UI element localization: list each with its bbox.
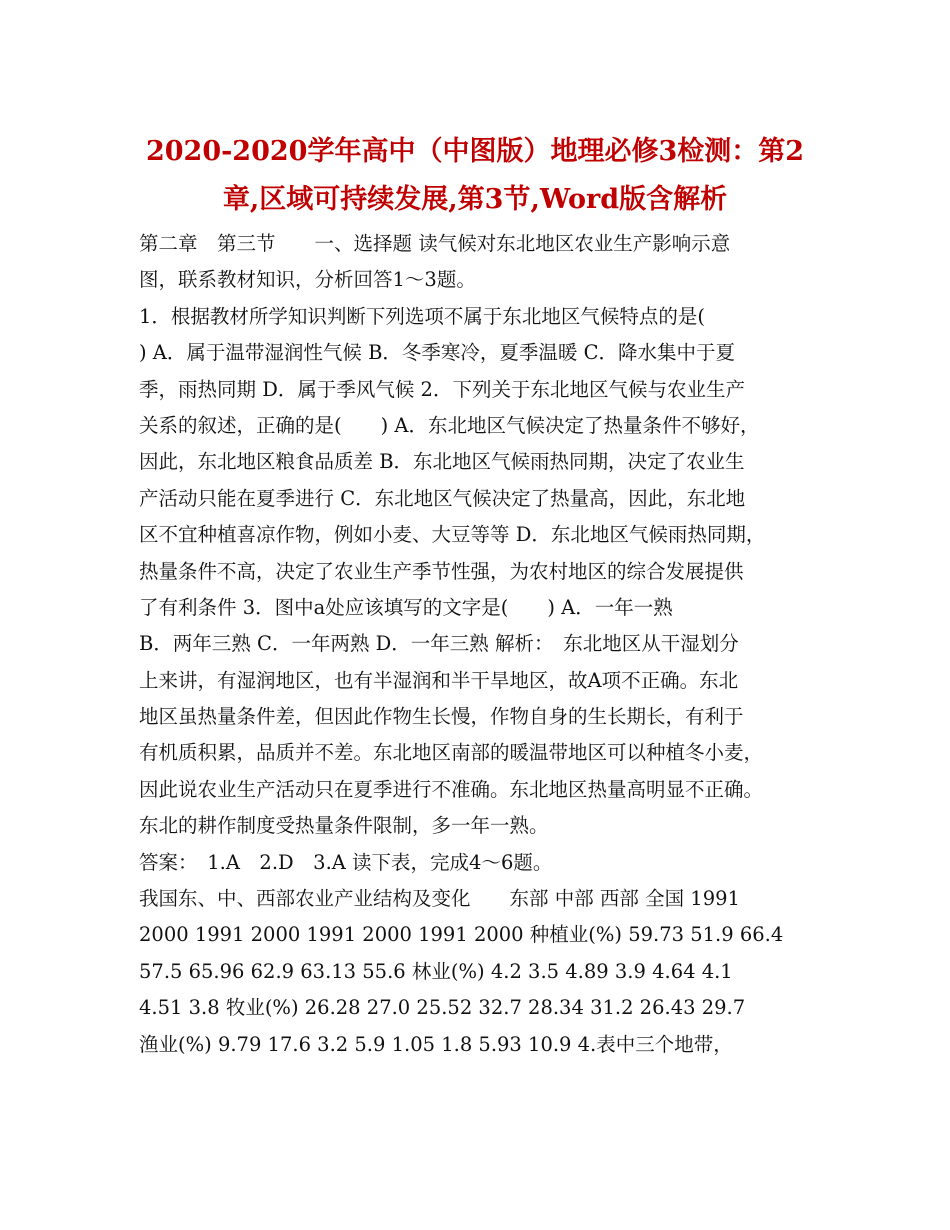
body-line: 渔业(%) 9.79 17.6 3.2 5.9 1.05 1.8 5.93 10.9 4.表中三个地带， xyxy=(139,1032,733,1056)
body-line: 上来讲，有湿润地区，也有半湿润和半干旱地区，故A项不正确。东北 xyxy=(139,668,739,692)
body-line: B．两年三熟 C．一年两熟 D．一年三熟 解析： 东北地区从干湿划分 xyxy=(139,632,739,656)
body-line: 关系的叙述，正确的是( ) A．东北地区气候决定了热量条件不够好， xyxy=(139,413,760,437)
title-line: 章,区域可持续发展,第3节,Word版含解析 xyxy=(222,184,728,215)
body-line: ) A．属于温带湿润性气候 B．冬季寒冷，夏季温暖 C．降水集中于夏 xyxy=(139,341,736,365)
body-line: 我国东、中、西部农业产业结构及变化 东部 中部 西部 全国 1991 xyxy=(139,887,740,911)
body-line: 图，联系教材知识，分析回答1～3题。 xyxy=(139,268,476,292)
body-line: 热量条件不高，决定了农业生产季节性强，为农村地区的综合发展提供 xyxy=(139,559,744,583)
body-line: 地区虽热量条件差，但因此作物生长慢，作物自身的生长期长，有利于 xyxy=(139,705,744,729)
body-line: 因此说农业生产活动只在夏季进行不准确。东北地区热量高明显不正确。 xyxy=(139,777,764,801)
body-line: 1．根据教材所学知识判断下列选项不属于东北地区气候特点的是( xyxy=(139,304,706,328)
body-line: 区不宜种植喜凉作物，例如小麦、大豆等等 D．东北地区气候雨热同期， xyxy=(139,523,766,547)
body-line: 答案： 1.A 2.D 3.A 读下表，完成4～6题。 xyxy=(139,850,553,874)
document-title xyxy=(100,128,850,224)
body-line: 有机质积累，品质并不差。东北地区南部的暖温带地区可以种植冬小麦， xyxy=(139,741,764,765)
body-line: 4.51 3.8 牧业(%) 26.28 27.0 25.52 32.7 28.34 31.2 26.43 29.7 xyxy=(139,996,746,1020)
body-line: 因此，东北地区粮食品质差 B．东北地区气候雨热同期，决定了农业生 xyxy=(139,450,745,474)
body-line: 第二章 第三节 一、选择题 读气候对东北地区农业生产影响示意 xyxy=(139,232,731,255)
title-line: 2020-2020学年高中（中图版）地理必修3检测：第2 xyxy=(145,136,805,167)
body-line: 2000 1991 2000 1991 2000 1991 2000 种植业(%) 59.73 51.9 66.4 xyxy=(139,923,784,947)
body-line: 产活动只能在夏季进行 C．东北地区气候决定了热量高，因此，东北地 xyxy=(139,486,746,510)
body-line: 57.5 65.96 62.9 63.13 55.6 林业(%) 4.2 3.5 4.89 3.9 4.64 4.1 xyxy=(139,959,733,983)
body-line: 东北的耕作制度受热量条件限制，多一年一熟。 xyxy=(139,814,549,838)
body-line: 季，雨热同期 D．属于季风气候 2．下列关于东北地区气候与农业生产 xyxy=(139,377,745,401)
document-body xyxy=(139,226,839,1063)
body-line: 了有利条件 3．图中a处应该填写的文字是( ) A．一年一熟 xyxy=(139,595,673,619)
